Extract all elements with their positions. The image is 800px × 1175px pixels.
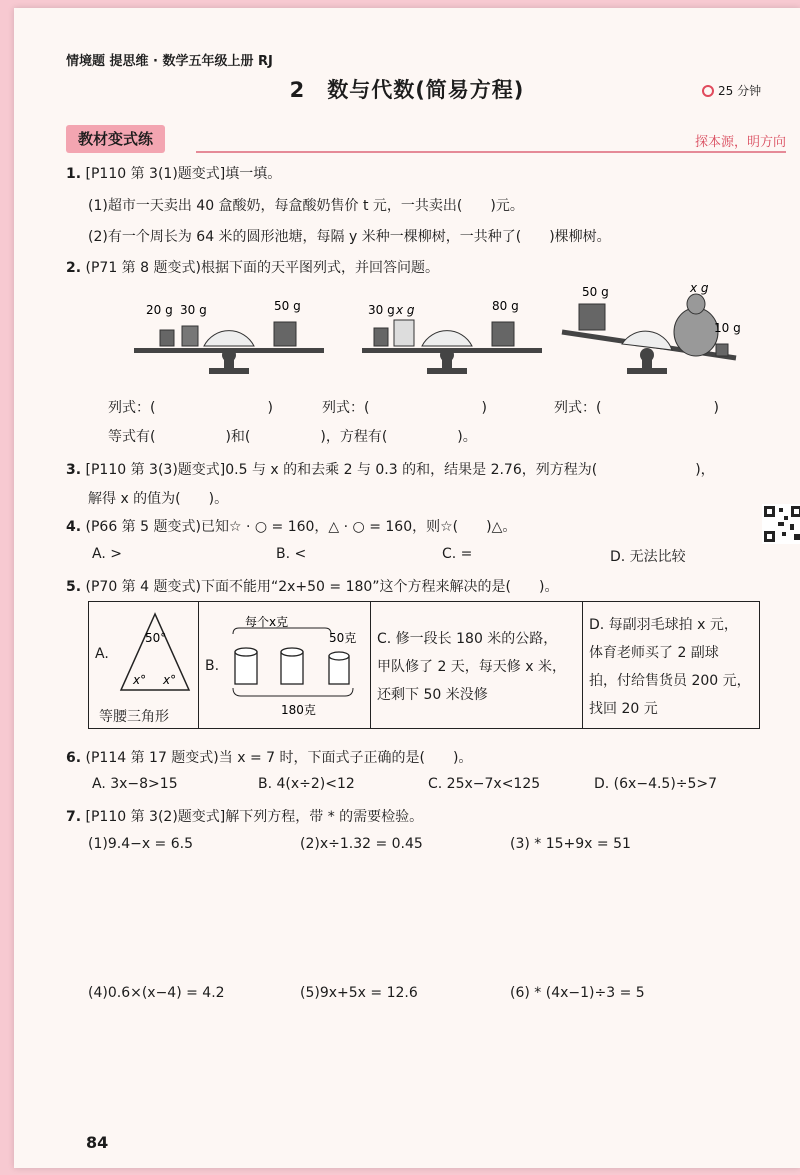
q5-stem (66, 576, 558, 596)
q5-option-d (583, 602, 758, 728)
s1-w2: 30 g (180, 303, 207, 317)
q7-number: 7. (66, 809, 82, 825)
b-total-label: 180克 (281, 703, 316, 717)
q3-number: 3. (66, 462, 82, 478)
s1-w3: 50 g (274, 299, 301, 313)
chapter-title: 2 数与代数(简易方程) (289, 78, 525, 102)
q7-eq-1: (1)9.4−x = 6.5 (88, 836, 194, 852)
b-weight-label: 50克 (329, 631, 357, 645)
section-divider (196, 151, 786, 153)
section-header (66, 125, 786, 155)
q2-stem (66, 257, 439, 277)
cylinders-figure (225, 612, 369, 720)
q4-number: 4. (66, 519, 82, 535)
a-angle-right: x° (163, 673, 177, 687)
q3-line1 (66, 459, 715, 479)
balance-scale-3 (562, 281, 741, 374)
q6-stem (66, 747, 472, 767)
q5-number: 5. (66, 579, 82, 595)
q5-options-table (88, 601, 760, 729)
q2-answer: 等式有( )和( )，方程有( )。 (108, 429, 477, 445)
q6-number: 6. (66, 750, 82, 766)
a-angle-top: 50° (145, 631, 167, 645)
q3-line2: 解得 x 的值为( )。 (88, 491, 229, 507)
q5-c-line3: 还剩下 50 米没修 (377, 687, 488, 703)
q5-a-label: A. (95, 646, 109, 662)
q7-eq-2: (2)x÷1.32 = 0.45 (300, 836, 423, 852)
q2-formula-3: 列式：( ) (554, 400, 719, 416)
s3-w2: x g (690, 281, 709, 295)
q1-number: 1. (66, 166, 82, 182)
q2-text: (P71 第 8 题变式)根据下面的天平图列式，并回答问题。 (85, 260, 439, 276)
s2-w2: x g (396, 303, 415, 317)
q7-eq-5: (5)9x+5x = 12.6 (300, 985, 418, 1001)
q7-stem (66, 806, 423, 826)
q1-part1: (1)超市一天卖出 40 盒酸奶，每盒酸奶售价 t 元，一共卖出( )元。 (88, 198, 524, 214)
q5-d-line2: 体育老师买了 2 副球 (589, 645, 719, 661)
q2-formula-2: 列式：( ) (322, 400, 487, 416)
q1-part2: (2)有一个周长为 64 米的圆形池塘，每隔 y 米种一棵柳树，一共种了( )棵柳树。 (88, 229, 611, 245)
q5-text: (P70 第 4 题变式)下面不能用“2x+50 = 180”这个方程来解决的是( )。 (85, 579, 559, 595)
q2-formula-1: 列式：( ) (108, 400, 273, 416)
s2-w1: 30 g (368, 303, 395, 317)
q5-option-b (199, 602, 371, 728)
q4-option-c: C. = (442, 546, 473, 562)
clock-icon (702, 85, 714, 97)
a-angle-left: x° (133, 673, 147, 687)
q4-option-a: A. > (92, 546, 122, 562)
q1-text: [P110 第 3(1)题变式]填一填。 (85, 166, 282, 182)
q7-eq-6: (6) * (4x−1)÷3 = 5 (510, 985, 645, 1001)
q5-a-caption: 等腰三角形 (99, 709, 169, 725)
q5-d-line4: 找回 20 元 (589, 701, 658, 717)
q3-text: [P110 第 3(3)题变式]0.5 与 x 的和去乘 2 与 0.3 的和，结果是 2.76，列方程为( )， (85, 462, 715, 478)
b-each-label: 每个x克 (245, 615, 289, 629)
q5-d-line1: D. 每副羽毛球拍 x 元， (589, 617, 738, 633)
q5-b-label: B. (205, 658, 220, 674)
q6-text: (P114 第 17 题变式)当 x = 7 时，下面式子正确的是( )。 (85, 750, 473, 766)
q1-stem (66, 163, 281, 183)
s1-w1: 20 g (146, 303, 173, 317)
q6-option-a: A. 3x−8>15 (92, 776, 178, 792)
q6-option-d: D. (6x−4.5)÷5>7 (594, 776, 718, 792)
balance-scale-1 (134, 299, 324, 374)
time-limit (702, 82, 761, 99)
q7-text: [P110 第 3(2)题变式]解下列方程，带 * 的需要检验。 (85, 809, 424, 825)
q5-d-line3: 拍，付给售货员 200 元， (589, 673, 751, 689)
q5-c-line1: C. 修一段长 180 米的公路， (377, 631, 558, 647)
q6-option-c: C. 25x−7x<125 (428, 776, 541, 792)
balance-scale-2 (362, 299, 542, 374)
section-slogan: 探本源，明方向 (694, 135, 786, 150)
q7-eq-4: (4)0.6×(x−4) = 4.2 (88, 985, 225, 1001)
q7-eq-3: (3) * 15+9x = 51 (510, 836, 631, 852)
series-title: 情境题 提思维 · 数学五年级上册 RJ (66, 54, 273, 69)
q6-option-b: B. 4(x÷2)<12 (258, 776, 355, 792)
isosceles-triangle-figure (115, 610, 195, 698)
q2-number: 2. (66, 260, 82, 276)
q5-option-c (371, 602, 583, 728)
worksheet-page (14, 8, 800, 1168)
q5-c-line2: 甲队修了 2 天，每天修 x 米， (377, 659, 566, 675)
s2-w3: 80 g (492, 299, 519, 313)
section-tag: 教材变式练 (66, 125, 165, 153)
q4-text: (P66 第 5 题变式)已知☆ · ○ = 160，△ · ○ = 160，则☆( )△。 (85, 519, 517, 535)
q5-option-a (89, 602, 199, 728)
q4-option-b: B. < (276, 546, 307, 562)
s3-w3: 10 g (714, 321, 741, 335)
time-limit-text: 25 分钟 (718, 84, 762, 98)
qr-code-icon (762, 504, 800, 544)
q4-option-d: D. 无法比较 (610, 549, 686, 565)
page-number: 84 (86, 1133, 109, 1152)
q4-stem (66, 516, 516, 536)
balance-scales-figure (124, 280, 764, 380)
s3-w1: 50 g (582, 285, 609, 299)
